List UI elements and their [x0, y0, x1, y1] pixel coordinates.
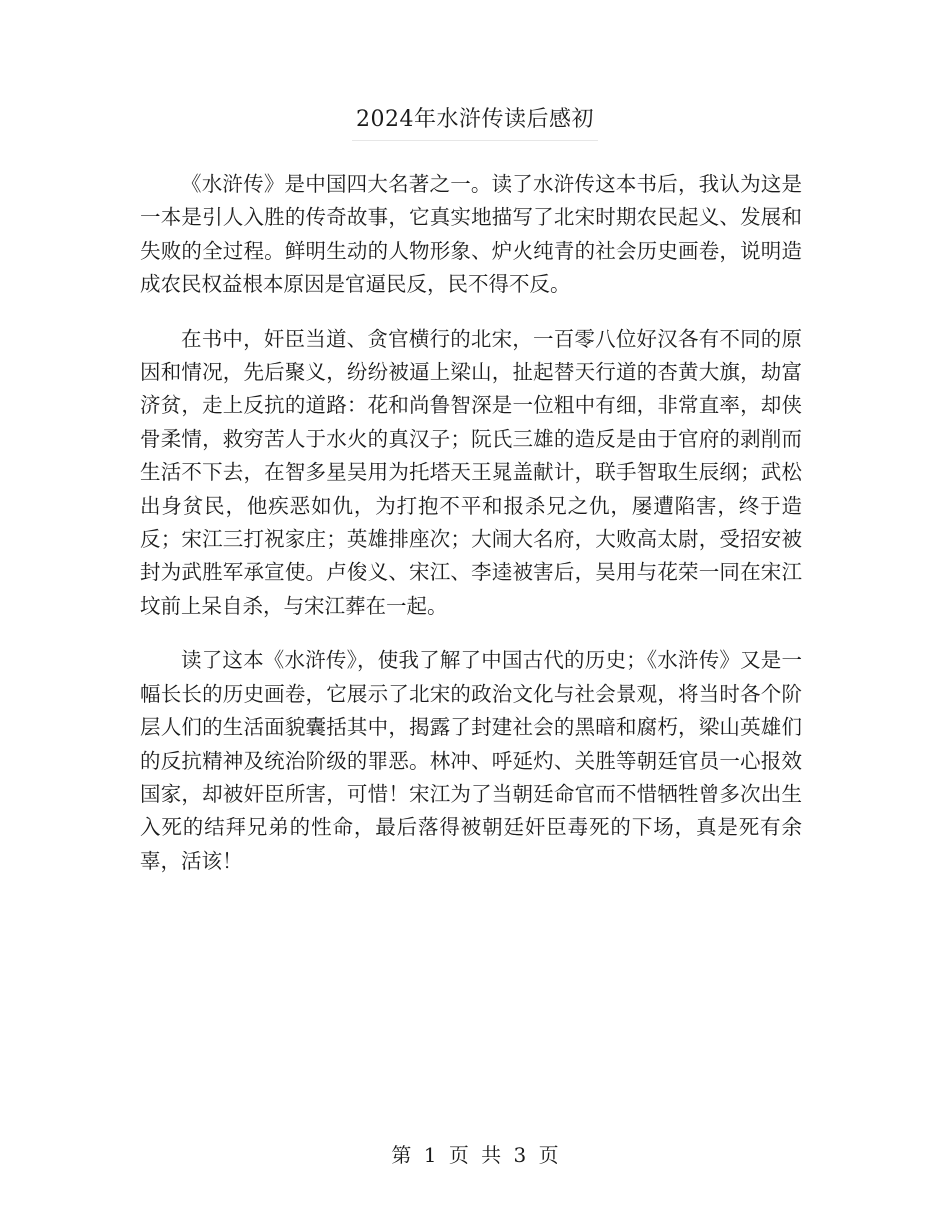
document-body	[140, 168, 802, 899]
paragraph-1: 《水浒传》是中国四大名著之一。读了水浒传这本书后，我认为这是一本是引人入胜的传奇故事，它真实地描写了北宋时期农民起义、发展和失败的全过程。鲜明生动的人物形象、炉火纯青的社会历史画卷，说明造成农民权益根本原因是官逼民反，民不得不反。	[140, 172, 802, 297]
title-container	[0, 100, 950, 141]
document-title: 2024年水浒传读后感初	[352, 100, 598, 141]
paragraph-3: 读了这本《水浒传》，使我了解了中国古代的历史；《水浒传》又是一幅长长的历史画卷，它展示了北宋的政治文化与社会景观，将当时各个阶层人们的生活面貌囊括其中，揭露了封建社会的黑暗和腐朽，梁山英雄们的反抗精神及统治阶级的罪恶。林冲、呼延灼、关胜等朝廷官员一心报效国家，却被奸臣所害，可惜！宋江为了当朝廷命官而不惜牺牲曾多次出生入死的结拜兄弟的性命，最后落得被朝廷奸臣毒死的下场，真是死有余辜，活该！	[140, 648, 802, 873]
page-number-footer: 第 1 页 共 3 页	[391, 1143, 559, 1167]
paragraph-2: 在书中，奸臣当道、贪官横行的北宋，一百零八位好汉各有不同的原因和情况，先后聚义，纷纷被逼上梁山，扯起替天行道的杏黄大旗，劫富济贫，走上反抗的道路：花和尚鲁智深是一位粗中有细，非常直率，却侠骨柔情，救穷苦人于水火的真汉子；阮氏三雄的造反是由于官府的剥削而生活不下去，在智多星吴用为托塔天王晁盖献计，联手智取生辰纲；武松出身贫民，他疾恶如仇，为打抱不平和报杀兄之仇，屡遭陷害，终于造反；宋江三打祝家庄；英雄排座次；大闹大名府，大败高太尉，受招安被封为武胜军承宣使。卢俊义、宋江、李逵被害后，吴用与花荣一同在宋江坟前上呆自杀，与宋江葬在一起。	[140, 326, 802, 618]
